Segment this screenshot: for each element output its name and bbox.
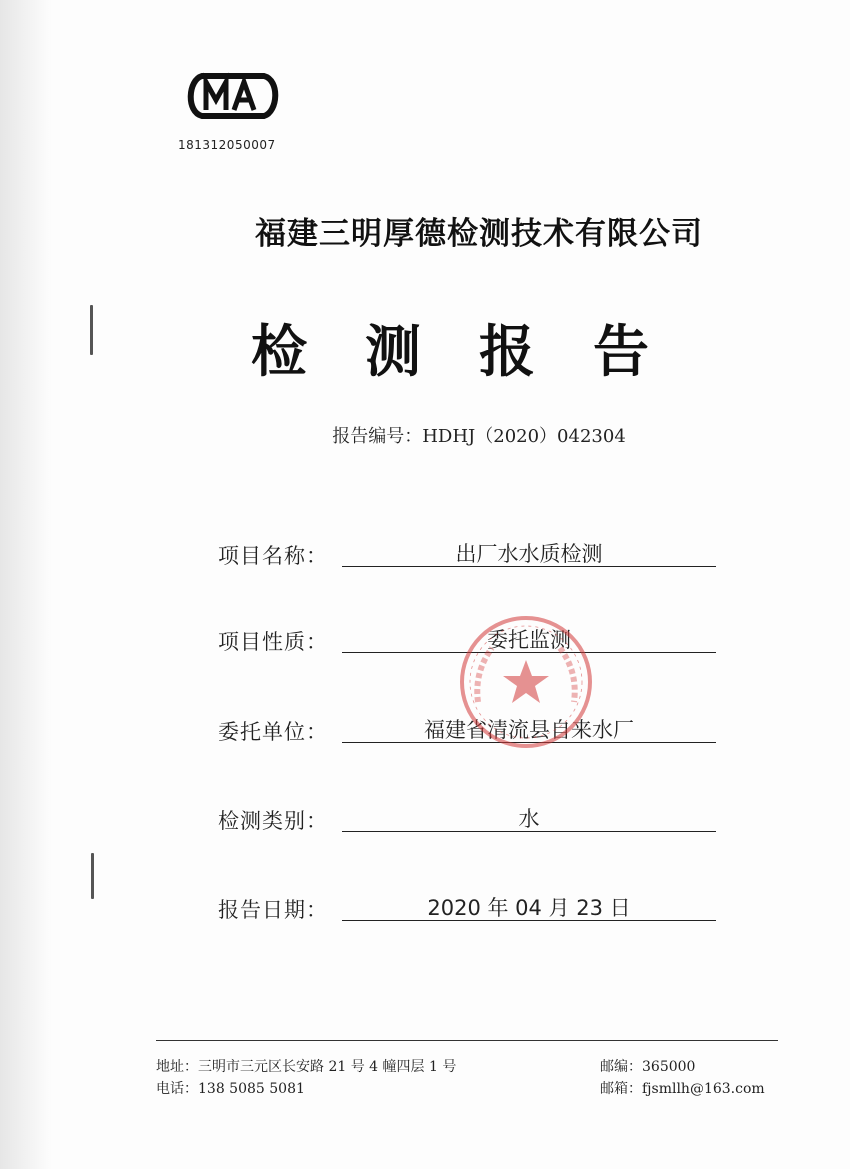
field-label: 委托单位：: [218, 720, 328, 744]
field-label: 项目名称：: [218, 544, 328, 568]
field-value: 出厂水水质检测: [455, 542, 603, 566]
footer-divider: [156, 1040, 778, 1041]
field-value: 福建省清流县自来水厂: [424, 718, 634, 742]
report-title: 检测报告: [251, 319, 707, 385]
staple-mark-bottom: [91, 853, 94, 899]
field-label: 报告日期：: [218, 898, 328, 922]
scan-edge-shadow: [0, 0, 52, 1169]
field-label: 项目性质：: [218, 630, 328, 654]
field-value: 委托监测: [487, 628, 571, 652]
field-value: 水: [518, 807, 540, 831]
cma-certificate-number: 181312050007: [178, 138, 276, 152]
field-report-date: [218, 894, 728, 926]
field-label: 检测类别：: [218, 809, 328, 833]
company-name: 福建三明厚德检测技术有限公司: [255, 216, 703, 252]
cma-logo: [182, 70, 284, 122]
footer-email: 邮箱：fjsmllh@163.com: [600, 1081, 765, 1097]
official-seal-stamp: [456, 612, 596, 752]
footer-postcode: 邮编：365000: [600, 1059, 696, 1075]
field-value: 2020 年 04 月 23 日: [427, 896, 631, 920]
field-project-name: [218, 540, 728, 572]
field-test-category: [218, 805, 728, 837]
footer-phone: 电话：138 5085 5081: [156, 1081, 305, 1097]
report-number: 报告编号：HDHJ（2020）042304: [332, 426, 626, 447]
footer-address: 地址：三明市三元区长安路 21 号 4 幢四层 1 号: [156, 1059, 457, 1075]
